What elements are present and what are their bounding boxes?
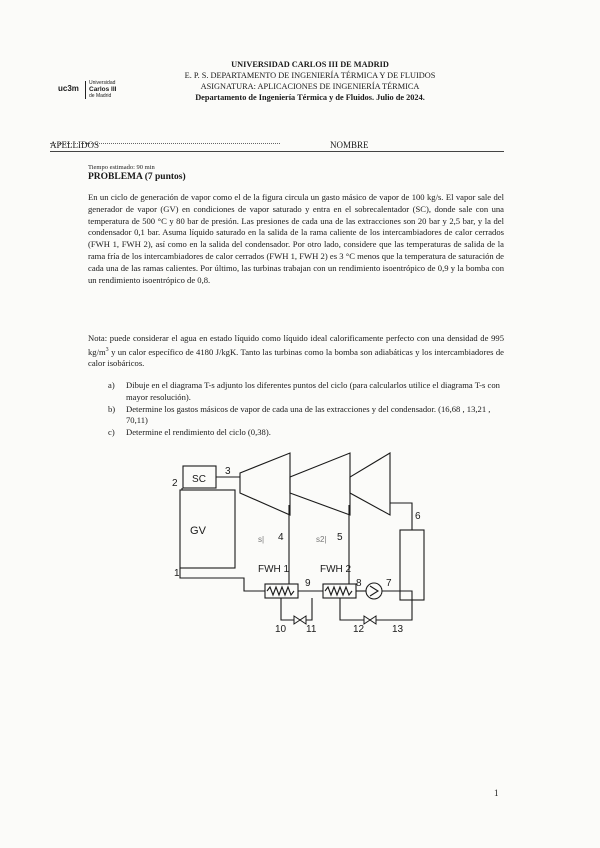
label-gv: GV — [190, 525, 206, 537]
label-p2: 2 — [172, 478, 178, 489]
label-p1: 1 — [174, 568, 180, 579]
label-p6: 6 — [415, 511, 421, 522]
header-course: ASIGNATURA: APLICACIONES DE INGENIERÍA TÉRMICA — [200, 82, 420, 91]
drain-10-11 — [281, 598, 312, 620]
condenser-box — [400, 530, 424, 600]
line-1 — [180, 568, 265, 591]
label-p11: 11 — [306, 624, 317, 635]
steam-generator-box — [180, 490, 235, 568]
logo-line1: Universidad — [89, 80, 116, 86]
header-exam: Departamento de Ingeniería Térmica y de Fluidos. Julio de 2024. — [195, 93, 425, 102]
label-fwh2: FWH 2 — [320, 564, 352, 575]
logo-uc3m: uc3m — [58, 84, 79, 93]
label-p4: 4 — [278, 532, 284, 543]
logo-line3: de Madrid — [89, 93, 112, 99]
estimated-time: Tiempo estimado: 90 min — [88, 164, 155, 171]
label-p3: 3 — [225, 466, 231, 477]
valve-1-b — [300, 616, 306, 624]
page-number: 1 — [494, 788, 499, 798]
problem-statement: En un ciclo de generación de vapor como el de la figura circula un gasto másico de vapor de 100 kg/s. El vapor sale del generador de vapor (GV) en condiciones de vapor saturado y entra en el sobrecalentador (SC), donde sale con una temperatura de 500 °C y 80 bar de presión. Las presiones de cada una de las extracciones son 20 bar y 2,5 bar, y la del condensador 0,1 bar. Asuma líquido saturado en la salida de la rama caliente de los intercambiadores de calor cerrados (FWH 1, FWH 2), así como en la salida del condensador. Por otro lado, considere que las temperaturas de salida de la rama fría de los intercambiadores de calor cerrados (FWH 1, FWH 2) es 3 °C menos que la temperatura de saturación de cada una de las ramas calientes. Por último, las turbinas trabajan con un rendimiento isoentrópico de 0,9 y la bomba con un rendimiento isoentrópico de 0,8. — [88, 192, 504, 285]
label-p13: 13 — [392, 624, 404, 635]
problem-title: PROBLEMA (7 puntos) — [88, 172, 186, 182]
header-school: E. P. S. DEPARTAMENTO DE INGENIERÍA TÉRMICA Y DE FLUIDOS — [184, 71, 436, 80]
fwh1-coil — [267, 587, 294, 595]
label-p9: 9 — [305, 578, 311, 589]
question-c-marker: c) — [108, 427, 115, 438]
question-c-text: Determine el rendimiento del ciclo (0,38). — [126, 427, 271, 438]
pump — [366, 583, 382, 599]
name-label: NOMBRE — [330, 140, 369, 150]
note-suffix: y un calor específico de 4180 J/kgK. Tanto las turbinas como la bomba son adiabáticas y los intercambiadores de calor isobáricos. — [88, 346, 504, 369]
turbine-3 — [350, 453, 390, 515]
fwh1-box — [265, 584, 298, 598]
header-university: UNIVERSIDAD CARLOS III DE MADRID — [231, 60, 389, 69]
line-7 — [382, 591, 412, 600]
turbine-1 — [240, 453, 290, 515]
note-sup: 3 — [105, 346, 109, 353]
line-6 — [390, 503, 412, 530]
note-prefix: Nota: puede considerar el agua en estado líquido como líquido ideal calorificamente perfecto con una densidad de 995 kg/m — [88, 333, 504, 357]
question-b-text: Determine los gastos másicos de vapor de cada una de las extracciones y del condensador. (16,68 , 13,21 , 70,11) — [126, 403, 491, 426]
label-sc: SC — [192, 474, 206, 485]
label-p10: 10 — [275, 624, 287, 635]
label-p12: 12 — [353, 624, 365, 635]
label-annotation-right: s2| — [316, 535, 327, 544]
label-p8: 8 — [356, 578, 362, 589]
label-p5: 5 — [337, 532, 343, 543]
question-b-marker: b) — [108, 403, 116, 414]
fwh2-box — [323, 584, 356, 598]
question-a-text: Dibuje en el diagrama T-s adjunto los diferentes puntos del ciclo (para calcularlos utilice el diagrama T-s con mayor resolución). — [126, 380, 500, 402]
label-fwh1: FWH 1 — [258, 564, 290, 575]
valve-2-b — [370, 616, 376, 624]
pump-triangle — [370, 586, 378, 596]
turbine-2 — [290, 453, 350, 515]
logo-line2: Carlos III — [89, 86, 117, 93]
question-a-marker: a) — [108, 380, 115, 390]
surname-label: APELLIDOS — [50, 140, 99, 150]
label-p7: 7 — [386, 578, 392, 589]
fwh2-coil — [325, 587, 352, 595]
label-annotation-left: s| — [258, 535, 265, 544]
